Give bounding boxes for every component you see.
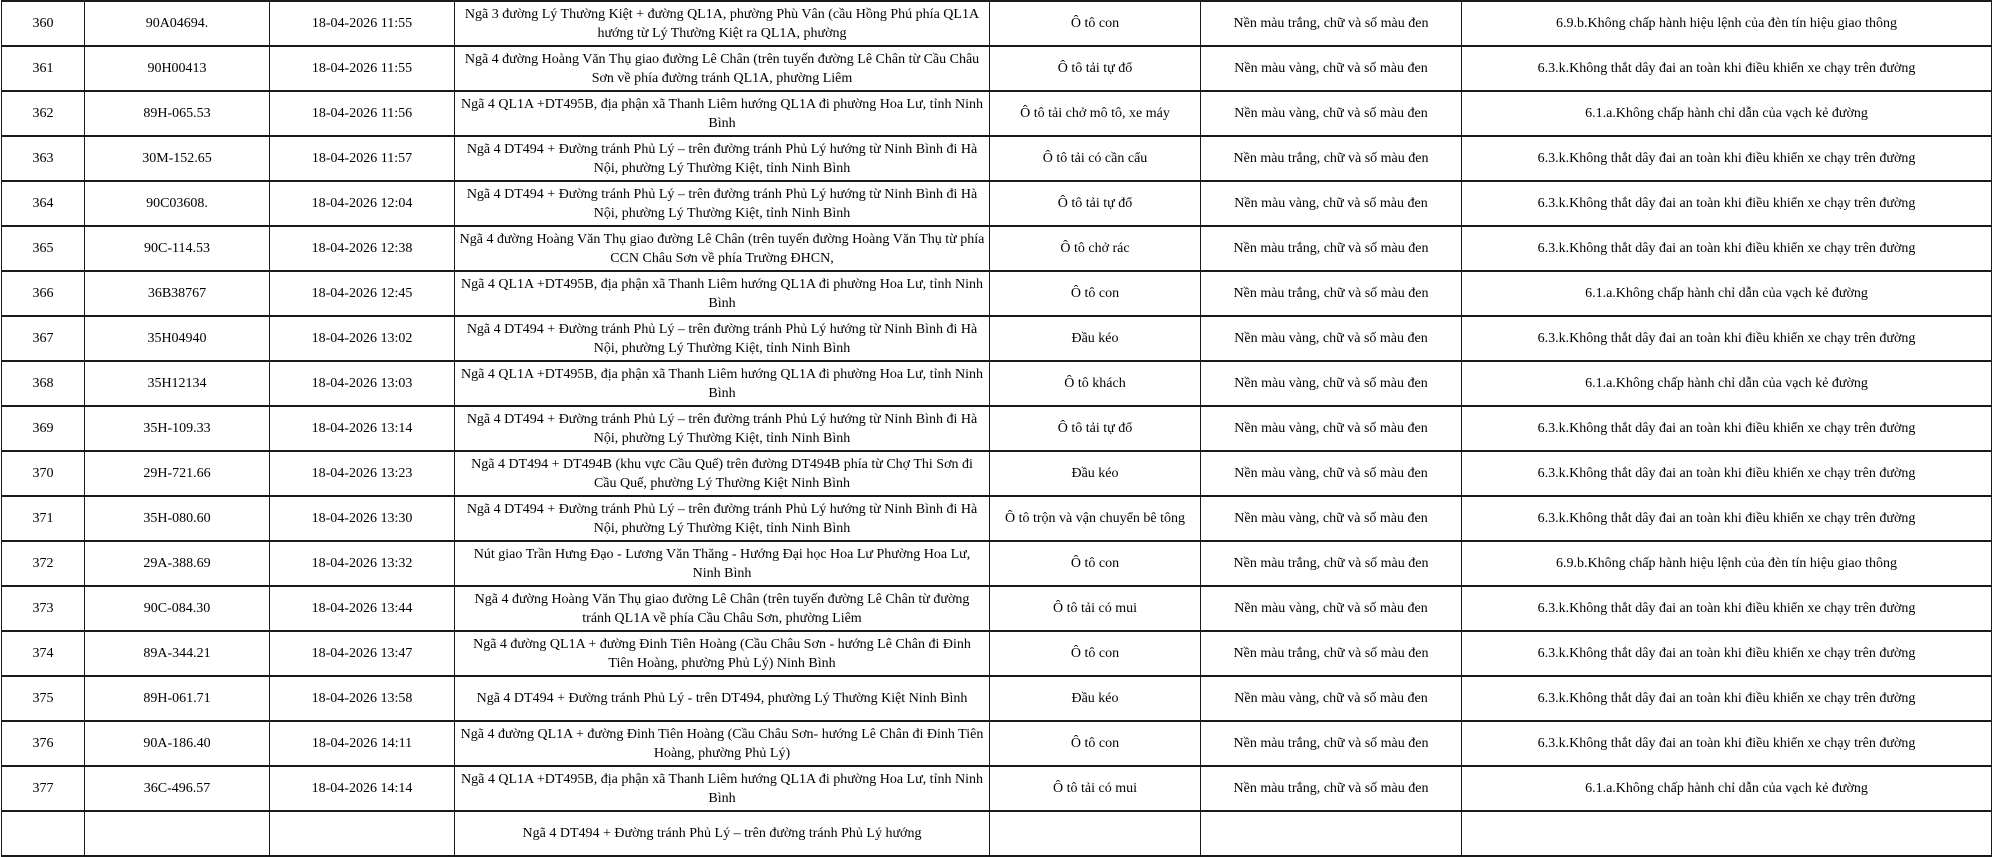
cell-location: Ngã 4 DT494 + Đường tránh Phủ Lý – trên đường tránh Phủ Lý hướng	[455, 811, 990, 856]
cell-license-plate: 29A-388.69	[85, 541, 270, 586]
cell-datetime: 18-04-2026 13:14	[270, 406, 455, 451]
table-row	[2, 811, 1992, 856]
cell-row-number: 369	[2, 406, 85, 451]
cell-datetime: 18-04-2026 13:30	[270, 496, 455, 541]
cell-plate-color: Nền màu vàng, chữ và số màu đen	[1201, 361, 1462, 406]
cell-violation: 6.1.a.Không chấp hành chỉ dẫn của vạch kẻ đường	[1462, 361, 1992, 406]
cell-license-plate: 90A-186.40	[85, 721, 270, 766]
cell-location: Ngã 4 đường QL1A + đường Đinh Tiên Hoàng (Cầu Châu Sơn - hướng Lê Chân đi Đinh Tiên Hoàng, phường Phủ Lý) Ninh Bình	[455, 631, 990, 676]
cell-vehicle-type: Đầu kéo	[990, 316, 1201, 361]
cell-row-number: 367	[2, 316, 85, 361]
cell-license-plate: 89H-061.71	[85, 676, 270, 721]
cell-row-number: 371	[2, 496, 85, 541]
cell-license-plate: 35H-080.60	[85, 496, 270, 541]
cell-plate-color: Nền màu vàng, chữ và số màu đen	[1201, 496, 1462, 541]
cell-location: Ngã 4 đường QL1A + đường Đinh Tiên Hoàng (Cầu Châu Sơn- hướng Lê Chân đi Đinh Tiên Hoàng, phường Phủ Lý)	[455, 721, 990, 766]
cell-location: Ngã 4 QL1A +DT495B, địa phận xã Thanh Liêm hướng QL1A đi phường Hoa Lư, tỉnh Ninh Bình	[455, 361, 990, 406]
table-row	[2, 676, 1992, 721]
cell-violation: 6.3.k.Không thắt dây đai an toàn khi điều khiển xe chạy trên đường	[1462, 451, 1992, 496]
table-row	[2, 316, 1992, 361]
cell-row-number: 376	[2, 721, 85, 766]
table-row	[2, 451, 1992, 496]
cell-violation: 6.3.k.Không thắt dây đai an toàn khi điều khiển xe chạy trên đường	[1462, 586, 1992, 631]
cell-violation: 6.3.k.Không thắt dây đai an toàn khi điều khiển xe chạy trên đường	[1462, 406, 1992, 451]
cell-plate-color: Nền màu vàng, chữ và số màu đen	[1201, 406, 1462, 451]
cell-datetime: 18-04-2026 11:57	[270, 136, 455, 181]
cell-plate-color	[1201, 811, 1462, 856]
cell-license-plate: 90C03608.	[85, 181, 270, 226]
table-row	[2, 361, 1992, 406]
cell-violation: 6.3.k.Không thắt dây đai an toàn khi điều khiển xe chạy trên đường	[1462, 316, 1992, 361]
cell-license-plate: 90C-084.30	[85, 586, 270, 631]
table-row	[2, 226, 1992, 271]
cell-vehicle-type: Đầu kéo	[990, 676, 1201, 721]
cell-license-plate	[85, 811, 270, 856]
cell-datetime: 18-04-2026 14:11	[270, 721, 455, 766]
cell-vehicle-type: Ô tô tải có mui	[990, 766, 1201, 811]
table-row	[2, 496, 1992, 541]
cell-datetime: 18-04-2026 14:14	[270, 766, 455, 811]
cell-violation	[1462, 811, 1992, 856]
cell-row-number: 364	[2, 181, 85, 226]
cell-datetime: 18-04-2026 11:55	[270, 46, 455, 91]
cell-location: Ngã 3 đường Lý Thường Kiệt + đường QL1A, phường Phù Vân (cầu Hồng Phú phía QL1A hướng từ Lý Thường Kiệt ra QL1A, phường	[455, 1, 990, 46]
cell-vehicle-type: Ô tô chở rác	[990, 226, 1201, 271]
cell-row-number: 377	[2, 766, 85, 811]
cell-location: Ngã 4 DT494 + Đường tránh Phủ Lý – trên đường tránh Phủ Lý hướng từ Ninh Bình đi Hà Nội, phường Lý Thường Kiệt, tỉnh Ninh Bình	[455, 316, 990, 361]
cell-violation: 6.1.a.Không chấp hành chỉ dẫn của vạch kẻ đường	[1462, 271, 1992, 316]
table-row	[2, 271, 1992, 316]
cell-location: Ngã 4 QL1A +DT495B, địa phận xã Thanh Liêm hướng QL1A đi phường Hoa Lư, tỉnh Ninh Bình	[455, 766, 990, 811]
cell-datetime: 18-04-2026 11:55	[270, 1, 455, 46]
cell-location: Ngã 4 DT494 + Đường tránh Phủ Lý - trên DT494, phường Lý Thường Kiệt Ninh Bình	[455, 676, 990, 721]
cell-violation: 6.3.k.Không thắt dây đai an toàn khi điều khiển xe chạy trên đường	[1462, 181, 1992, 226]
cell-plate-color: Nền màu vàng, chữ và số màu đen	[1201, 676, 1462, 721]
cell-plate-color: Nền màu vàng, chữ và số màu đen	[1201, 316, 1462, 361]
cell-plate-color: Nền màu trắng, chữ và số màu đen	[1201, 721, 1462, 766]
cell-plate-color: Nền màu trắng, chữ và số màu đen	[1201, 766, 1462, 811]
cell-plate-color: Nền màu trắng, chữ và số màu đen	[1201, 136, 1462, 181]
cell-plate-color: Nền màu vàng, chữ và số màu đen	[1201, 586, 1462, 631]
cell-vehicle-type: Ô tô tải có mui	[990, 586, 1201, 631]
cell-location: Nút giao Trần Hưng Đạo - Lương Văn Thăng - Hướng Đại học Hoa Lư Phường Hoa Lư, Ninh Bình	[455, 541, 990, 586]
table-row	[2, 766, 1992, 811]
cell-violation: 6.3.k.Không thắt dây đai an toàn khi điều khiển xe chạy trên đường	[1462, 721, 1992, 766]
cell-license-plate: 35H12134	[85, 361, 270, 406]
cell-row-number: 374	[2, 631, 85, 676]
cell-location: Ngã 4 DT494 + DT494B (khu vực Cầu Quế) trên đường DT494B phía từ Chợ Thi Sơn đi Cầu Quế, phường Lý Thường Kiệt Ninh Bình	[455, 451, 990, 496]
cell-plate-color: Nền màu trắng, chữ và số màu đen	[1201, 541, 1462, 586]
cell-vehicle-type: Ô tô khách	[990, 361, 1201, 406]
cell-license-plate: 29H-721.66	[85, 451, 270, 496]
cell-datetime: 18-04-2026 13:02	[270, 316, 455, 361]
cell-vehicle-type: Ô tô con	[990, 271, 1201, 316]
cell-plate-color: Nền màu vàng, chữ và số màu đen	[1201, 91, 1462, 136]
cell-vehicle-type: Ô tô trộn và vận chuyển bê tông	[990, 496, 1201, 541]
table-row	[2, 631, 1992, 676]
cell-datetime: 18-04-2026 13:23	[270, 451, 455, 496]
table-row	[2, 541, 1992, 586]
violation-table-body	[2, 1, 1992, 856]
cell-violation: 6.3.k.Không thắt dây đai an toàn khi điều khiển xe chạy trên đường	[1462, 496, 1992, 541]
cell-datetime: 18-04-2026 12:38	[270, 226, 455, 271]
cell-plate-color: Nền màu trắng, chữ và số màu đen	[1201, 631, 1462, 676]
cell-vehicle-type: Ô tô tải tự đổ	[990, 406, 1201, 451]
cell-plate-color: Nền màu trắng, chữ và số màu đen	[1201, 1, 1462, 46]
table-row	[2, 586, 1992, 631]
violation-table	[1, 0, 1992, 857]
cell-vehicle-type: Đầu kéo	[990, 451, 1201, 496]
cell-row-number: 362	[2, 91, 85, 136]
cell-datetime: 18-04-2026 12:45	[270, 271, 455, 316]
cell-datetime	[270, 811, 455, 856]
cell-license-plate: 89H-065.53	[85, 91, 270, 136]
cell-vehicle-type	[990, 811, 1201, 856]
cell-vehicle-type: Ô tô con	[990, 631, 1201, 676]
cell-datetime: 18-04-2026 13:03	[270, 361, 455, 406]
cell-vehicle-type: Ô tô con	[990, 541, 1201, 586]
cell-location: Ngã 4 QL1A +DT495B, địa phận xã Thanh Liêm hướng QL1A đi phường Hoa Lư, tỉnh Ninh Bình	[455, 271, 990, 316]
cell-row-number: 373	[2, 586, 85, 631]
cell-violation: 6.3.k.Không thắt dây đai an toàn khi điều khiển xe chạy trên đường	[1462, 631, 1992, 676]
cell-plate-color: Nền màu vàng, chữ và số màu đen	[1201, 451, 1462, 496]
cell-license-plate: 89A-344.21	[85, 631, 270, 676]
cell-datetime: 18-04-2026 12:04	[270, 181, 455, 226]
cell-violation: 6.1.a.Không chấp hành chỉ dẫn của vạch kẻ đường	[1462, 91, 1992, 136]
cell-row-number: 375	[2, 676, 85, 721]
table-row	[2, 46, 1992, 91]
table-row	[2, 406, 1992, 451]
cell-plate-color: Nền màu trắng, chữ và số màu đen	[1201, 226, 1462, 271]
table-row	[2, 91, 1992, 136]
cell-license-plate: 90C-114.53	[85, 226, 270, 271]
cell-violation: 6.3.k.Không thắt dây đai an toàn khi điều khiển xe chạy trên đường	[1462, 46, 1992, 91]
cell-datetime: 18-04-2026 13:32	[270, 541, 455, 586]
cell-row-number: 361	[2, 46, 85, 91]
cell-datetime: 18-04-2026 13:44	[270, 586, 455, 631]
cell-license-plate: 90A04694.	[85, 1, 270, 46]
cell-vehicle-type: Ô tô tải tự đổ	[990, 46, 1201, 91]
cell-violation: 6.3.k.Không thắt dây đai an toàn khi điều khiển xe chạy trên đường	[1462, 676, 1992, 721]
cell-license-plate: 36C-496.57	[85, 766, 270, 811]
cell-datetime: 18-04-2026 13:47	[270, 631, 455, 676]
cell-license-plate: 30M-152.65	[85, 136, 270, 181]
cell-row-number	[2, 811, 85, 856]
cell-row-number: 372	[2, 541, 85, 586]
cell-datetime: 18-04-2026 13:58	[270, 676, 455, 721]
table-row	[2, 181, 1992, 226]
cell-vehicle-type: Ô tô tải tự đổ	[990, 181, 1201, 226]
cell-row-number: 366	[2, 271, 85, 316]
cell-location: Ngã 4 đường Hoàng Văn Thụ giao đường Lê Chân (trên tuyến đường Hoàng Văn Thụ từ phía CCN Châu Sơn về phía Trường ĐHCN,	[455, 226, 990, 271]
cell-location: Ngã 4 QL1A +DT495B, địa phận xã Thanh Liêm hướng QL1A đi phường Hoa Lư, tỉnh Ninh Bình	[455, 91, 990, 136]
cell-vehicle-type: Ô tô tải chở mô tô, xe máy	[990, 91, 1201, 136]
table-row	[2, 721, 1992, 766]
cell-vehicle-type: Ô tô con	[990, 1, 1201, 46]
cell-location: Ngã 4 đường Hoàng Văn Thụ giao đường Lê Chân (trên tuyến đường Lê Chân từ đường tránh QL1A về phía Cầu Châu Sơn, phường Liêm	[455, 586, 990, 631]
cell-location: Ngã 4 DT494 + Đường tránh Phủ Lý – trên đường tránh Phủ Lý hướng từ Ninh Bình đi Hà Nội, phường Lý Thường Kiệt, tỉnh Ninh Bình	[455, 136, 990, 181]
cell-license-plate: 90H00413	[85, 46, 270, 91]
table-row	[2, 1, 1992, 46]
cell-location: Ngã 4 DT494 + Đường tránh Phủ Lý – trên đường tránh Phủ Lý hướng từ Ninh Bình đi Hà Nội, phường Lý Thường Kiệt, tỉnh Ninh Bình	[455, 406, 990, 451]
cell-plate-color: Nền màu vàng, chữ và số màu đen	[1201, 181, 1462, 226]
cell-license-plate: 35H-109.33	[85, 406, 270, 451]
cell-violation: 6.9.b.Không chấp hành hiệu lệnh của đèn tín hiệu giao thông	[1462, 541, 1992, 586]
cell-violation: 6.3.k.Không thắt dây đai an toàn khi điều khiển xe chạy trên đường	[1462, 226, 1992, 271]
cell-location: Ngã 4 đường Hoàng Văn Thụ giao đường Lê Chân (trên tuyến đường Lê Chân từ Cầu Châu Sơn về phía đường tránh QL1A, phường Liêm	[455, 46, 990, 91]
cell-license-plate: 36B38767	[85, 271, 270, 316]
cell-row-number: 368	[2, 361, 85, 406]
table-row	[2, 136, 1992, 181]
cell-location: Ngã 4 DT494 + Đường tránh Phủ Lý – trên đường tránh Phủ Lý hướng từ Ninh Bình đi Hà Nội, phường Lý Thường Kiệt, tỉnh Ninh Bình	[455, 181, 990, 226]
cell-row-number: 370	[2, 451, 85, 496]
cell-location: Ngã 4 DT494 + Đường tránh Phủ Lý – trên đường tránh Phủ Lý hướng từ Ninh Bình đi Hà Nội, phường Lý Thường Kiệt, tỉnh Ninh Bình	[455, 496, 990, 541]
cell-datetime: 18-04-2026 11:56	[270, 91, 455, 136]
cell-violation: 6.3.k.Không thắt dây đai an toàn khi điều khiển xe chạy trên đường	[1462, 136, 1992, 181]
cell-license-plate: 35H04940	[85, 316, 270, 361]
cell-row-number: 360	[2, 1, 85, 46]
cell-row-number: 363	[2, 136, 85, 181]
cell-plate-color: Nền màu vàng, chữ và số màu đen	[1201, 46, 1462, 91]
cell-violation: 6.9.b.Không chấp hành hiệu lệnh của đèn tín hiệu giao thông	[1462, 1, 1992, 46]
cell-plate-color: Nền màu trắng, chữ và số màu đen	[1201, 271, 1462, 316]
cell-row-number: 365	[2, 226, 85, 271]
cell-vehicle-type: Ô tô con	[990, 721, 1201, 766]
cell-vehicle-type: Ô tô tải có cần cẩu	[990, 136, 1201, 181]
cell-violation: 6.1.a.Không chấp hành chỉ dẫn của vạch kẻ đường	[1462, 766, 1992, 811]
